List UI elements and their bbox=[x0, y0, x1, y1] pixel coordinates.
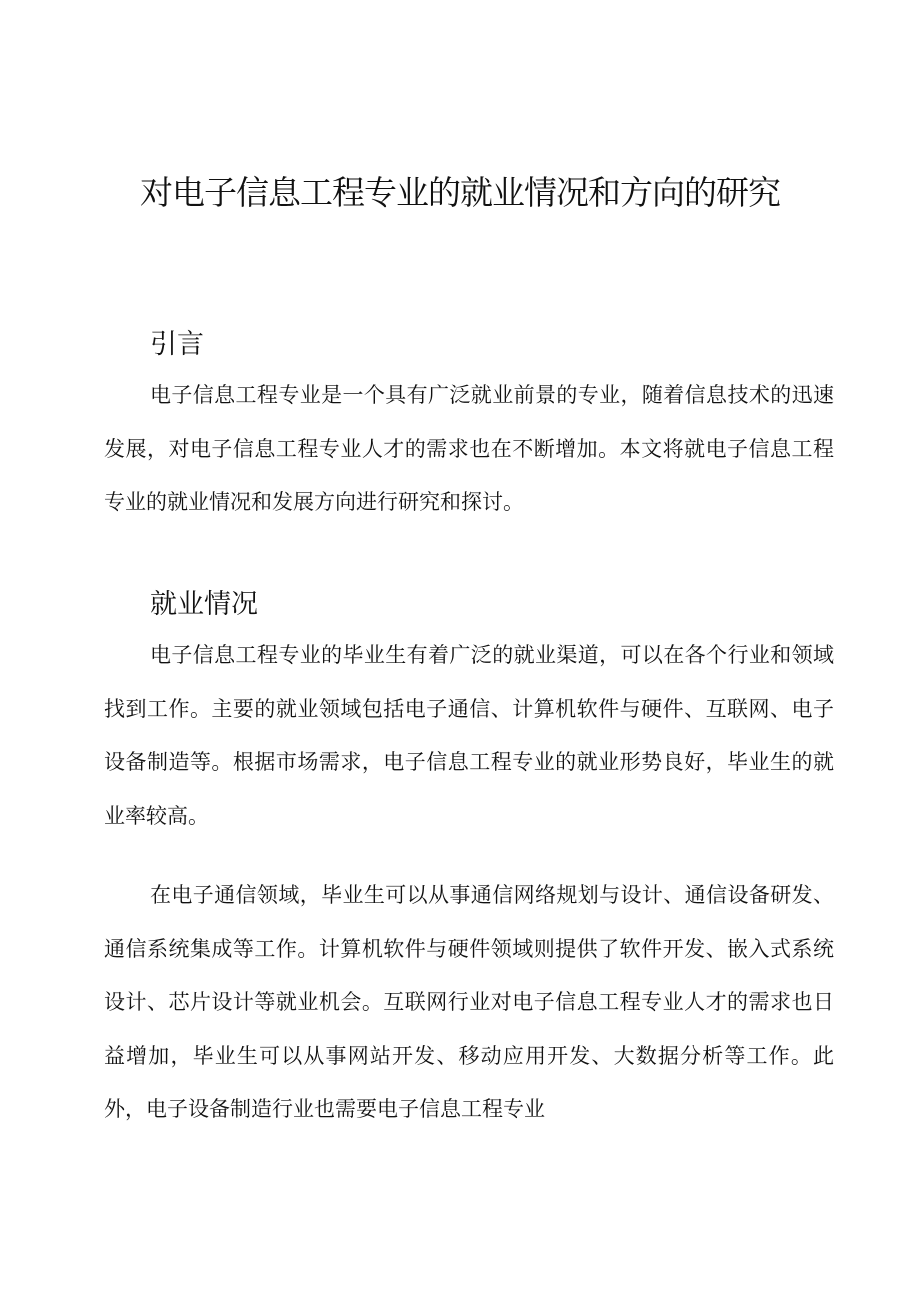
paragraph-employment-overview: 电子信息工程专业的毕业生有着广泛的就业渠道，可以在各个行业和领域找到工作。主要的就业领域包括电子通信、计算机软件与硬件、互联网、电子设备制造等。根据市场需求，电子信息工程专业的就业形势良好，毕业生的就业率较高。 bbox=[104, 643, 834, 828]
document-title: 对电子信息工程专业的就业情况和方向的研究 bbox=[140, 173, 780, 212]
section-heading-introduction: 引言 bbox=[150, 329, 204, 360]
section-heading-employment: 就业情况 bbox=[150, 589, 258, 620]
paragraph-employment-fields: 在电子通信领域，毕业生可以从事通信网络规划与设计、通信设备研发、通信系统集成等工作。计算机软件与硬件领域则提供了软件开发、嵌入式系统设计、芯片设计等就业机会。互联网行业对电子信息工程专业人才的需求也日益增加，毕业生可以从事网站开发、移动应用开发、大数据分析等工作。此外，电子设备制造行业也需要电子信息工程专业 bbox=[104, 883, 834, 1121]
paragraph-introduction: 电子信息工程专业是一个具有广泛就业前景的专业，随着信息技术的迅速发展，对电子信息工程专业人才的需求也在不断增加。本文将就电子信息工程专业的就业情况和发展方向进行研究和探讨。 bbox=[104, 383, 834, 514]
